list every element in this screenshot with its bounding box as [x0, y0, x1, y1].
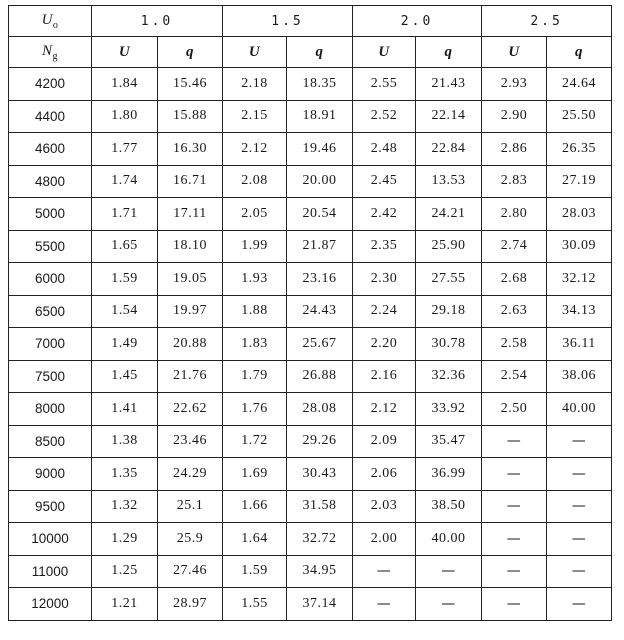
- q-value-cell: 17.11: [158, 198, 223, 231]
- q-value-cell: 30.09: [547, 230, 612, 263]
- u-value-cell: 2.58: [482, 328, 547, 361]
- corner-label-ng: $N_g$: [9, 37, 92, 68]
- q-value-cell: 26.88: [287, 360, 353, 393]
- q-value-cell: 34.95: [287, 555, 353, 588]
- u-value-cell: 1.45: [92, 360, 158, 393]
- u-value-cell: 2.06: [353, 458, 416, 491]
- column-header-u: U: [92, 37, 158, 68]
- u-value-cell: 1.49: [92, 328, 158, 361]
- q-value-cell: 15.46: [158, 68, 223, 101]
- q-value-cell: 34.13: [547, 295, 612, 328]
- q-value-cell: 18.10: [158, 230, 223, 263]
- u-value-cell: 1.76: [223, 393, 287, 426]
- q-value-cell: 24.64: [547, 68, 612, 101]
- table-row: [9, 198, 612, 231]
- table-row: [9, 588, 612, 621]
- table-row: [9, 263, 612, 296]
- document-page: [8, 5, 612, 621]
- q-value-cell: 25.1: [158, 490, 223, 523]
- q-value-cell: 23.16: [287, 263, 353, 296]
- group-header: 1.5: [223, 6, 353, 37]
- u-value-cell: 1.54: [92, 295, 158, 328]
- q-value-cell: 30.43: [287, 458, 353, 491]
- ng-cell: 4800: [9, 165, 92, 198]
- u-value-cell: 2.90: [482, 100, 547, 133]
- q-value-cell: 25.50: [547, 100, 612, 133]
- u-value-cell: 2.54: [482, 360, 547, 393]
- group-header: 2.0: [353, 6, 482, 37]
- q-value-cell: —: [547, 458, 612, 491]
- u-value-cell: 1.59: [223, 555, 287, 588]
- table-row: [9, 328, 612, 361]
- u-value-cell: 1.93: [223, 263, 287, 296]
- u-value-cell: 1.74: [92, 165, 158, 198]
- u-value-cell: 2.83: [482, 165, 547, 198]
- ng-cell: 9000: [9, 458, 92, 491]
- q-value-cell: 28.08: [287, 393, 353, 426]
- table-row: [9, 295, 612, 328]
- q-value-cell: —: [416, 588, 482, 621]
- table-row: [9, 393, 612, 426]
- q-value-cell: —: [547, 523, 612, 556]
- column-header-q: q: [158, 37, 223, 68]
- u-value-cell: —: [353, 588, 416, 621]
- u-value-cell: —: [482, 490, 547, 523]
- q-value-cell: 33.92: [416, 393, 482, 426]
- q-value-cell: 36.99: [416, 458, 482, 491]
- table-row: [9, 555, 612, 588]
- u-value-cell: —: [482, 425, 547, 458]
- column-header-u: U: [223, 37, 287, 68]
- table-body: [9, 6, 612, 621]
- u-value-cell: 2.80: [482, 198, 547, 231]
- q-value-cell: 21.87: [287, 230, 353, 263]
- q-value-cell: 24.43: [287, 295, 353, 328]
- q-value-cell: 27.19: [547, 165, 612, 198]
- u-value-cell: 2.16: [353, 360, 416, 393]
- u-value-cell: 2.74: [482, 230, 547, 263]
- column-header-q: q: [287, 37, 353, 68]
- ng-cell: 4600: [9, 133, 92, 166]
- q-value-cell: 36.11: [547, 328, 612, 361]
- q-value-cell: 38.50: [416, 490, 482, 523]
- u-value-cell: 2.12: [353, 393, 416, 426]
- u-value-cell: 1.71: [92, 198, 158, 231]
- corner-label-uo: $U_o$: [9, 6, 92, 37]
- q-value-cell: 30.78: [416, 328, 482, 361]
- u-value-cell: 2.12: [223, 133, 287, 166]
- u-value-cell: 1.88: [223, 295, 287, 328]
- q-value-cell: 23.46: [158, 425, 223, 458]
- q-value-cell: 19.05: [158, 263, 223, 296]
- q-value-cell: 28.03: [547, 198, 612, 231]
- u-value-cell: 2.52: [353, 100, 416, 133]
- q-value-cell: 28.97: [158, 588, 223, 621]
- ng-cell: 8500: [9, 425, 92, 458]
- u-value-cell: 1.41: [92, 393, 158, 426]
- q-value-cell: 32.12: [547, 263, 612, 296]
- u-value-cell: 1.72: [223, 425, 287, 458]
- q-value-cell: —: [547, 588, 612, 621]
- u-value-cell: 1.59: [92, 263, 158, 296]
- group-header-row: [9, 6, 612, 37]
- table-row: [9, 230, 612, 263]
- u-value-cell: 2.15: [223, 100, 287, 133]
- q-value-cell: —: [547, 555, 612, 588]
- q-value-cell: 16.30: [158, 133, 223, 166]
- u-value-cell: 2.68: [482, 263, 547, 296]
- table-row: [9, 458, 612, 491]
- q-value-cell: 32.36: [416, 360, 482, 393]
- u-value-cell: 1.25: [92, 555, 158, 588]
- column-header-q: q: [547, 37, 612, 68]
- q-value-cell: 15.88: [158, 100, 223, 133]
- q-value-cell: 27.55: [416, 263, 482, 296]
- u-value-cell: 2.08: [223, 165, 287, 198]
- q-value-cell: 21.43: [416, 68, 482, 101]
- u-value-cell: —: [482, 523, 547, 556]
- ng-cell: 12000: [9, 588, 92, 621]
- ng-cell: 4400: [9, 100, 92, 133]
- u-value-cell: 1.69: [223, 458, 287, 491]
- ng-cell: 6000: [9, 263, 92, 296]
- u-value-cell: 2.00: [353, 523, 416, 556]
- q-value-cell: 24.21: [416, 198, 482, 231]
- table-row: [9, 133, 612, 166]
- ng-cell: 10000: [9, 523, 92, 556]
- q-value-cell: —: [547, 490, 612, 523]
- group-header: 1.0: [92, 6, 223, 37]
- q-value-cell: 35.47: [416, 425, 482, 458]
- q-value-cell: 25.90: [416, 230, 482, 263]
- u-value-cell: 1.35: [92, 458, 158, 491]
- u-value-cell: 2.48: [353, 133, 416, 166]
- ng-cell: 7500: [9, 360, 92, 393]
- u-value-cell: —: [353, 555, 416, 588]
- u-value-cell: 1.55: [223, 588, 287, 621]
- u-value-cell: 1.84: [92, 68, 158, 101]
- table-row: [9, 360, 612, 393]
- q-value-cell: 22.14: [416, 100, 482, 133]
- q-value-cell: 16.71: [158, 165, 223, 198]
- u-value-cell: 2.50: [482, 393, 547, 426]
- table-row: [9, 425, 612, 458]
- u-value-cell: 1.21: [92, 588, 158, 621]
- u-value-cell: 2.35: [353, 230, 416, 263]
- u-value-cell: 2.93: [482, 68, 547, 101]
- q-value-cell: 20.54: [287, 198, 353, 231]
- q-value-cell: 40.00: [547, 393, 612, 426]
- u-value-cell: 2.03: [353, 490, 416, 523]
- u-value-cell: —: [482, 458, 547, 491]
- ng-cell: 11000: [9, 555, 92, 588]
- q-value-cell: 22.62: [158, 393, 223, 426]
- q-value-cell: 22.84: [416, 133, 482, 166]
- u-value-cell: 1.80: [92, 100, 158, 133]
- ng-cell: 9500: [9, 490, 92, 523]
- ng-cell: 8000: [9, 393, 92, 426]
- column-header-u: U: [482, 37, 547, 68]
- q-value-cell: 21.76: [158, 360, 223, 393]
- u-value-cell: 1.83: [223, 328, 287, 361]
- q-value-cell: 40.00: [416, 523, 482, 556]
- q-value-cell: 19.97: [158, 295, 223, 328]
- ng-cell: 5500: [9, 230, 92, 263]
- u-value-cell: 1.66: [223, 490, 287, 523]
- u-value-cell: 2.55: [353, 68, 416, 101]
- u-value-cell: —: [482, 588, 547, 621]
- q-value-cell: 26.35: [547, 133, 612, 166]
- data-table: [8, 5, 612, 621]
- q-value-cell: 29.18: [416, 295, 482, 328]
- u-value-cell: 2.20: [353, 328, 416, 361]
- q-value-cell: 25.67: [287, 328, 353, 361]
- group-header: 2.5: [482, 6, 612, 37]
- q-value-cell: 20.00: [287, 165, 353, 198]
- table-row: [9, 165, 612, 198]
- u-value-cell: 2.45: [353, 165, 416, 198]
- u-value-cell: 2.18: [223, 68, 287, 101]
- column-header-row: [9, 37, 612, 68]
- u-value-cell: —: [482, 555, 547, 588]
- q-value-cell: 19.46: [287, 133, 353, 166]
- table-row: [9, 490, 612, 523]
- q-value-cell: 32.72: [287, 523, 353, 556]
- u-value-cell: 1.65: [92, 230, 158, 263]
- u-value-cell: 2.30: [353, 263, 416, 296]
- q-value-cell: —: [416, 555, 482, 588]
- table-row: [9, 523, 612, 556]
- u-value-cell: 1.64: [223, 523, 287, 556]
- u-value-cell: 2.05: [223, 198, 287, 231]
- u-value-cell: 1.79: [223, 360, 287, 393]
- ng-cell: 5000: [9, 198, 92, 231]
- q-value-cell: 13.53: [416, 165, 482, 198]
- u-value-cell: 2.09: [353, 425, 416, 458]
- u-value-cell: 1.99: [223, 230, 287, 263]
- table-row: [9, 100, 612, 133]
- u-value-cell: 1.38: [92, 425, 158, 458]
- column-header-u: U: [353, 37, 416, 68]
- q-value-cell: 18.35: [287, 68, 353, 101]
- q-value-cell: 31.58: [287, 490, 353, 523]
- q-value-cell: 25.9: [158, 523, 223, 556]
- q-value-cell: —: [547, 425, 612, 458]
- u-value-cell: 2.63: [482, 295, 547, 328]
- q-value-cell: 24.29: [158, 458, 223, 491]
- column-header-q: q: [416, 37, 482, 68]
- ng-cell: 6500: [9, 295, 92, 328]
- ng-cell: 4200: [9, 68, 92, 101]
- q-value-cell: 38.06: [547, 360, 612, 393]
- u-value-cell: 2.42: [353, 198, 416, 231]
- u-value-cell: 1.77: [92, 133, 158, 166]
- ng-cell: 7000: [9, 328, 92, 361]
- q-value-cell: 27.46: [158, 555, 223, 588]
- u-value-cell: 1.32: [92, 490, 158, 523]
- u-value-cell: 2.86: [482, 133, 547, 166]
- u-value-cell: 1.29: [92, 523, 158, 556]
- table-row: [9, 68, 612, 101]
- u-value-cell: 2.24: [353, 295, 416, 328]
- q-value-cell: 37.14: [287, 588, 353, 621]
- q-value-cell: 18.91: [287, 100, 353, 133]
- q-value-cell: 29.26: [287, 425, 353, 458]
- q-value-cell: 20.88: [158, 328, 223, 361]
